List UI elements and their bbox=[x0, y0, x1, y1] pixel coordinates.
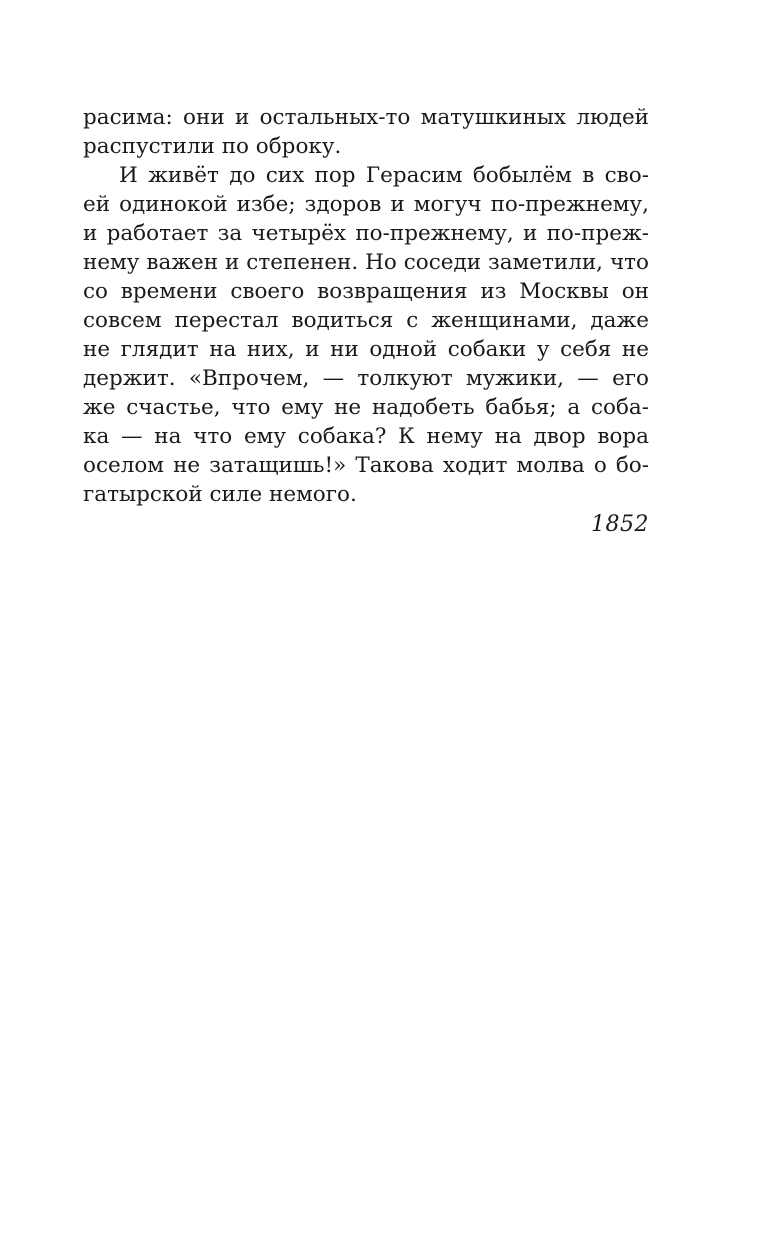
text-line: не глядит на них, и ни одной собаки у себя не bbox=[83, 337, 649, 362]
text-line: со времени своего возвращения из Москвы он bbox=[83, 279, 649, 304]
text-line: держит. «Впрочем, — толкуют мужики, — его bbox=[83, 366, 649, 391]
text-line: распустили по оброку. bbox=[83, 134, 342, 159]
composition-date: 1852 bbox=[591, 512, 649, 537]
text-line: ка — на что ему собака? К нему на двор вора bbox=[83, 424, 649, 449]
text-line: же счастье, что ему не надобеть бабья; а соба- bbox=[83, 395, 649, 420]
text-line: расима: они и остальных-то матушкиных людей bbox=[83, 105, 649, 130]
text-line: И живёт до сих пор Герасим бобылём в сво- bbox=[119, 163, 649, 188]
text-line: совсем перестал водиться с женщинами, даже bbox=[83, 308, 649, 333]
text-line: нему важен и степенен. Но соседи заметили, что bbox=[83, 250, 649, 275]
text-line: оселом не затащишь!» Такова ходит молва о бо- bbox=[83, 453, 649, 478]
text-line: и работает за четырёх по-прежнему, и по-преж- bbox=[83, 221, 649, 246]
text-line: гатырской силе немого. bbox=[83, 482, 357, 507]
text-line: ей одинокой избе; здоров и могуч по-прежнему, bbox=[83, 192, 649, 217]
body-text bbox=[83, 103, 649, 509]
